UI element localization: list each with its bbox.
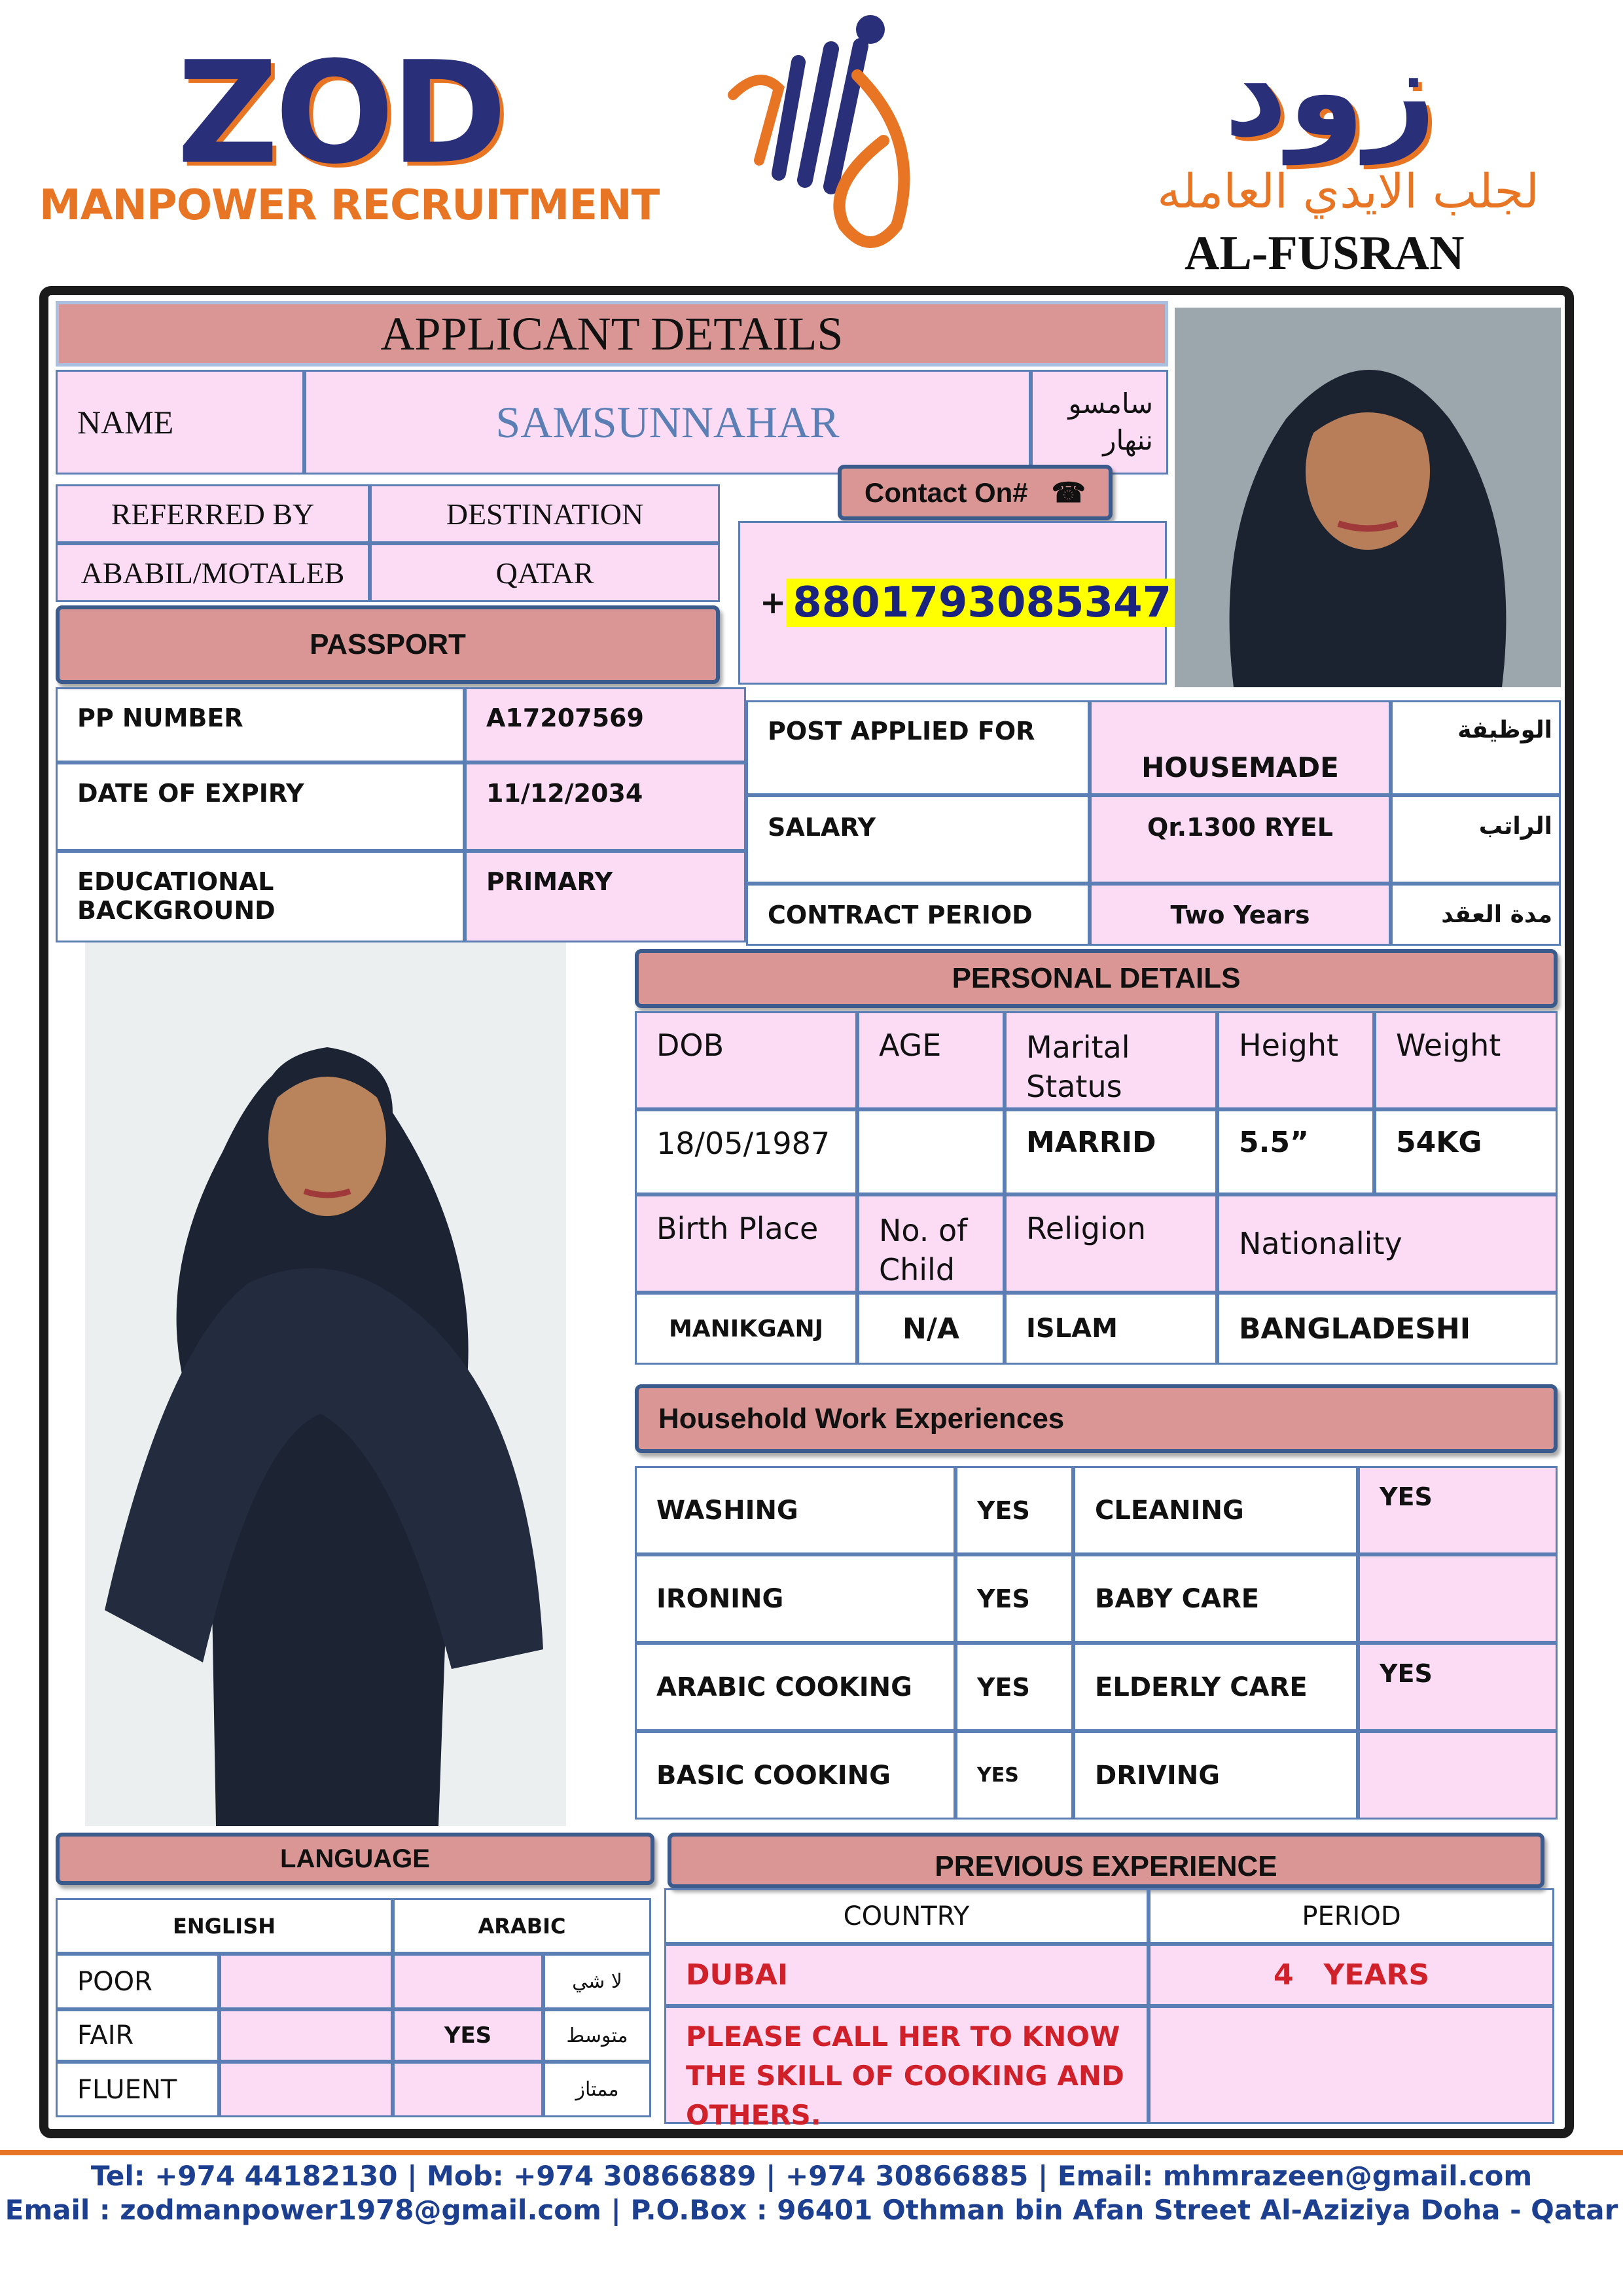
height-label: Height [1217, 1011, 1374, 1109]
weight-value: 54KG [1374, 1109, 1558, 1194]
children-label [857, 1194, 1005, 1293]
marital-value: MARRID [1005, 1109, 1217, 1194]
age-label: AGE [857, 1011, 1005, 1109]
ironing-label: IRONING [635, 1554, 955, 1643]
post-value: HOUSEMADE [1090, 700, 1391, 795]
applicant-portrait-photo [1175, 308, 1561, 687]
phone-icon: ☎ [1051, 477, 1086, 508]
poor-arabic-value [393, 1954, 543, 2009]
dob-label: DOB [635, 1011, 857, 1109]
nationality-value: BANGLADESHI [1217, 1293, 1558, 1365]
name-ar-line1: سامسو [1068, 387, 1153, 420]
poor-english-value [219, 1954, 393, 2009]
fluent-english-value [219, 2062, 393, 2117]
birthplace-value: MANIKGANJ [635, 1293, 857, 1365]
pp-number-label: PP NUMBER [56, 687, 465, 762]
footer-divider [0, 2150, 1623, 2155]
poor-label: POOR [56, 1954, 219, 2009]
religion-value: ISLAM [1005, 1293, 1217, 1365]
basic-cooking-label: BASIC COOKING [635, 1731, 955, 1820]
children-label-1: No. of [879, 1213, 968, 1248]
fair-arabic-label: متوسط [543, 2009, 651, 2062]
fluent-arabic-label: ممتاز [543, 2062, 651, 2117]
referred-by-value: ABABIL/MOTALEB [56, 543, 370, 602]
cleaning-value: YES [1358, 1466, 1558, 1554]
contract-value: Two Years [1090, 884, 1391, 946]
name-label: NAME [56, 370, 304, 475]
birthplace-label: Birth Place [635, 1194, 857, 1293]
basic-cooking-value: YES [955, 1731, 1073, 1820]
applicant-full-photo [85, 942, 566, 1826]
note-line-1: PLEASE CALL HER TO KNOW [686, 2020, 1120, 2053]
children-value: N/A [857, 1293, 1005, 1365]
logo-right [1073, 20, 1597, 281]
arabic-cooking-label: ARABIC COOKING [635, 1643, 955, 1731]
name-value: SAMSUNNAHAR [304, 370, 1031, 475]
fluent-arabic-value [393, 2062, 543, 2117]
post-label: POST APPLIED FOR [746, 700, 1090, 795]
logo-left [39, 31, 660, 239]
arabic-lang-label: ARABIC [393, 1898, 651, 1954]
logo-center-icon [720, 10, 942, 259]
country-value: DUBAI [664, 1944, 1149, 2006]
passport-title: PASSPORT [56, 605, 720, 684]
footer-line-2: Email : zodmanpower1978@gmail.com | P.O.Box : 96401 Othman bin Afan Street Al-Aziziya Doha - Qatar [5, 2194, 1618, 2226]
name-arabic [1031, 370, 1168, 475]
expiry-label: DATE OF EXPIRY [56, 762, 465, 851]
marital-label [1005, 1011, 1217, 1109]
referred-by-label: REFERRED BY [56, 484, 370, 543]
contact-label-bar [838, 465, 1113, 520]
previous-note-period [1149, 2006, 1554, 2124]
note-line-3: OTHERS. [686, 2099, 821, 2131]
language-title: LANGUAGE [56, 1833, 654, 1885]
applicant-title-bar [56, 301, 1168, 367]
salary-label: SALARY [746, 795, 1090, 884]
period-value: 4 YEARS [1149, 1944, 1554, 2006]
weight-label: Weight [1374, 1011, 1558, 1109]
cleaning-label: CLEANING [1073, 1466, 1358, 1554]
brand-ar-sub: لجلب الايدي العامله [1157, 164, 1539, 219]
fair-arabic-value: YES [393, 2009, 543, 2062]
elderly-care-value: YES [1358, 1643, 1558, 1731]
driving-value [1358, 1731, 1558, 1820]
personal-title: PERSONAL DETAILS [635, 949, 1558, 1008]
previous-note [664, 2006, 1149, 2131]
english-label: ENGLISH [56, 1898, 393, 1954]
previous-title: PREVIOUS EXPERIENCE [668, 1833, 1544, 1888]
elderly-care-label: ELDERLY CARE [1073, 1643, 1358, 1731]
footer-line-1: Tel: +974 44182130 | Mob: +974 30866889 | +974 30866885 | Email: mhmrazeen@gmail.com [90, 2160, 1533, 2192]
contact-box [738, 521, 1172, 685]
babycare-label: BABY CARE [1073, 1554, 1358, 1643]
marital-label-2: Status [1026, 1069, 1122, 1104]
salary-value: Qr.1300 RYEL [1090, 795, 1391, 884]
brand-ar: زود [1224, 20, 1436, 164]
country-label: COUNTRY [664, 1888, 1149, 1944]
washing-value: YES [955, 1466, 1073, 1554]
education-label: EDUCATIONAL BACKGROUND [56, 851, 465, 942]
period-label: PERIOD [1149, 1888, 1554, 1944]
poor-arabic-label: لا شي [543, 1954, 651, 2009]
children-label-2: Child [879, 1252, 955, 1287]
driving-label: DRIVING [1073, 1731, 1358, 1820]
brand-ar-en: AL-FUSRAN [1185, 226, 1465, 280]
religion-label: Religion [1005, 1194, 1217, 1293]
post-arabic: الوظيفة [1391, 700, 1561, 795]
salary-arabic: الراتب [1391, 795, 1561, 884]
age-value [857, 1109, 1005, 1194]
note-line-2: THE SKILL OF COOKING AND [686, 2060, 1124, 2092]
destination-label: DESTINATION [370, 484, 720, 543]
expiry-value: 11/12/2034 [465, 762, 746, 851]
brand-sub: MANPOWER RECRUITMENT [39, 181, 660, 230]
brand-en: ZOD [177, 31, 504, 195]
name-ar-line2: ننهار [1103, 424, 1153, 456]
nationality-label: Nationality [1217, 1194, 1558, 1293]
fluent-label: FLUENT [56, 2062, 219, 2117]
contact-plus: + [760, 584, 787, 621]
contract-label: CONTRACT PERIOD [746, 884, 1090, 946]
washing-label: WASHING [635, 1466, 955, 1554]
applicant-title: APPLICANT DETAILS [380, 307, 844, 360]
dob-value: 18/05/1987 [635, 1109, 857, 1194]
fair-english-value [219, 2009, 393, 2062]
contact-label: Contact On# [864, 476, 1028, 508]
ironing-value: YES [955, 1554, 1073, 1643]
pp-number-value: A17207569 [465, 687, 746, 762]
contact-number[interactable]: 8801793085347 [786, 579, 1178, 627]
fair-label: FAIR [56, 2009, 219, 2062]
contract-arabic: مدة العقد [1391, 884, 1561, 946]
height-value: 5.5” [1217, 1109, 1374, 1194]
marital-label-1: Marital [1026, 1030, 1130, 1065]
destination-value: QATAR [370, 543, 720, 602]
household-title: Household Work Experiences [635, 1384, 1558, 1453]
arabic-cooking-value: YES [955, 1643, 1073, 1731]
education-value: PRIMARY [465, 851, 746, 942]
babycare-value [1358, 1554, 1558, 1643]
